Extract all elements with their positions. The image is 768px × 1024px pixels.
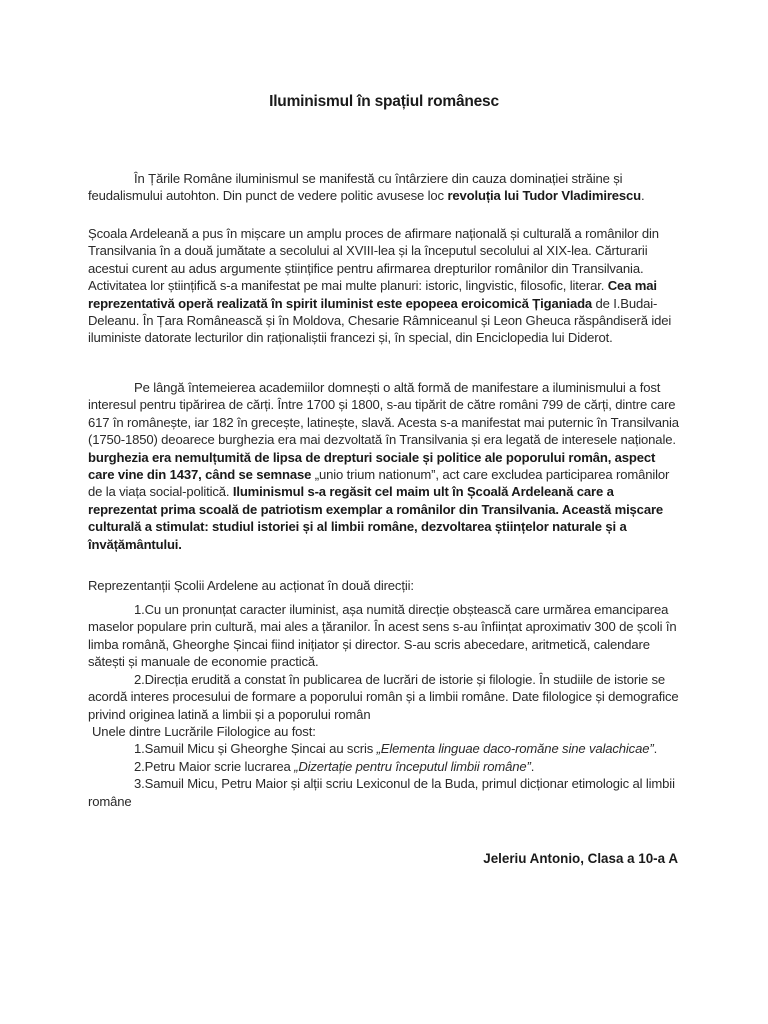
paragraph-directia-2	[88, 671, 684, 723]
p1-text: În Țările Române iluminismul se manifestă cu întârziere din cauza dominației străine și feudalismului autohton. Din punct de vedere politic avusese loc	[88, 171, 623, 204]
list-item-2	[88, 758, 684, 775]
p1-end: .	[641, 188, 645, 204]
l1-italic: „Elementa linguae daco-romăne sine valachicae”	[376, 741, 654, 757]
p1-bold: revoluția lui Tudor Vladimirescu	[447, 188, 642, 204]
paragraph-directii-heading	[88, 577, 684, 594]
paragraph-intro	[88, 170, 684, 205]
p2-bold: Cea mai reprezentativă operă realizată în spirit iluminist este epopeea eroicomică Țiganiada	[88, 278, 657, 311]
p4-text: Reprezentanții Școlii Ardelene au acționat în două direcții:	[88, 578, 414, 593]
p5-text: 1.Cu un pronunțat caracter iluminist, așa numită direcție obștească care urmărea emanciparea maselor populare prin cultură, mai ales a țăranilor. În acest sens s-au înființat aproximativ 300 de școli în limba română, Gheorghe Șincai fiind inițiator și director. S-au scris abecedare, aritmetică, calendare sătești și manuale de economie practică.	[88, 602, 677, 670]
l1-end: .	[653, 741, 658, 757]
paragraph-lucrari-list	[88, 723, 684, 810]
l2-text: 2.Petru Maior scrie lucrarea	[134, 758, 295, 774]
list-item-3: 3.Samuil Micu, Petru Maior și alții scriu Lexiconul de la Buda, primul dicționar etimologic al limbii române	[88, 776, 675, 809]
p7-text: Unele dintre Lucrările Filologice au fost:	[92, 724, 316, 739]
p3-bold2: Iluminismul s-a regăsit cel maim ult în Școală Ardeleană care a reprezentat prima scoală de patriotism exemplar a românilor din Transilvania. Această mișcare culturală a stimulat: studiul istoriei și al limbii române, dezvoltarea științelor naturale și a învățământului.	[88, 484, 664, 552]
p3-bold1: burghezia era nemulțumită de lipsa de drepturi sociale și politice ale poporului român, aspect care vine din 1437, când se semnase	[88, 449, 656, 483]
p3-text: Pe lângă întemeierea academiilor domnești o altă formă de manifestare a iluminismului a fost interesul pentru tipărirea de cărți. Între 1700 și 1800, s-au tipărit de către români 799 de cărți, dintre care 617 în românește, iar 182 în grecește, latinește, slavă. Acesta s-a manifestat mai puternic în Transilvania (1750-1850) deoarece burghezia era mai dezvoltată în Transilvania și era legată de interesele naționale.	[88, 380, 679, 448]
p2-end: de I.Budai-Deleanu. În Țara Românească și în Moldova, Chesarie Râmniceanul și Leon Gheuca răspândiseră idei iluministe datorate lecturilor din raționaliștii francezi și, în special, din Enciclopedia lui Diderot.	[88, 295, 672, 346]
paragraph-tiparire	[88, 379, 684, 553]
p3-mid: „unio trium nationum”, act care excludea participarea românilor de la viața social-politică.	[88, 467, 670, 500]
paragraph-directia-1	[88, 601, 684, 671]
page-title: Iluminismul în spațiul românesc	[269, 93, 499, 110]
p2-text: Școala Ardeleană a pus în mișcare un amplu proces de afirmare națională și culturală a românilor din Transilvania în a două jumătate a secolului al XVIII-lea și la începutul secolului al XIX-lea. Cărturarii acestui curent au adus argumente științifice pentru afirmarea drepturilor românilor din Transilvania. Activitatea lor științifică s-a manifestat pe mai multe planuri: istoric, lingvistic, filosofic, literar.	[88, 226, 659, 294]
list-item-1	[88, 740, 684, 757]
paragraph-scoala-ardeleana	[88, 225, 684, 347]
l1-text: 1.Samuil Micu și Gheorghe Șincai au scris	[134, 741, 377, 757]
l2-end: .	[530, 758, 535, 774]
l2-italic: „Dizertație pentru începutul limbii române”	[294, 758, 531, 774]
p6-text: 2.Direcția erudită a constat în publicarea de lucrări de istorie și filologie. În studiile de istorie se acordă interes procesului de formare a poporului român și a limbii române. Date filologice și demografice privind originea latină a limbii și a poporului român	[88, 672, 679, 722]
author-signature: Jeleriu Antonio, Clasa a 10-a A	[483, 851, 678, 866]
